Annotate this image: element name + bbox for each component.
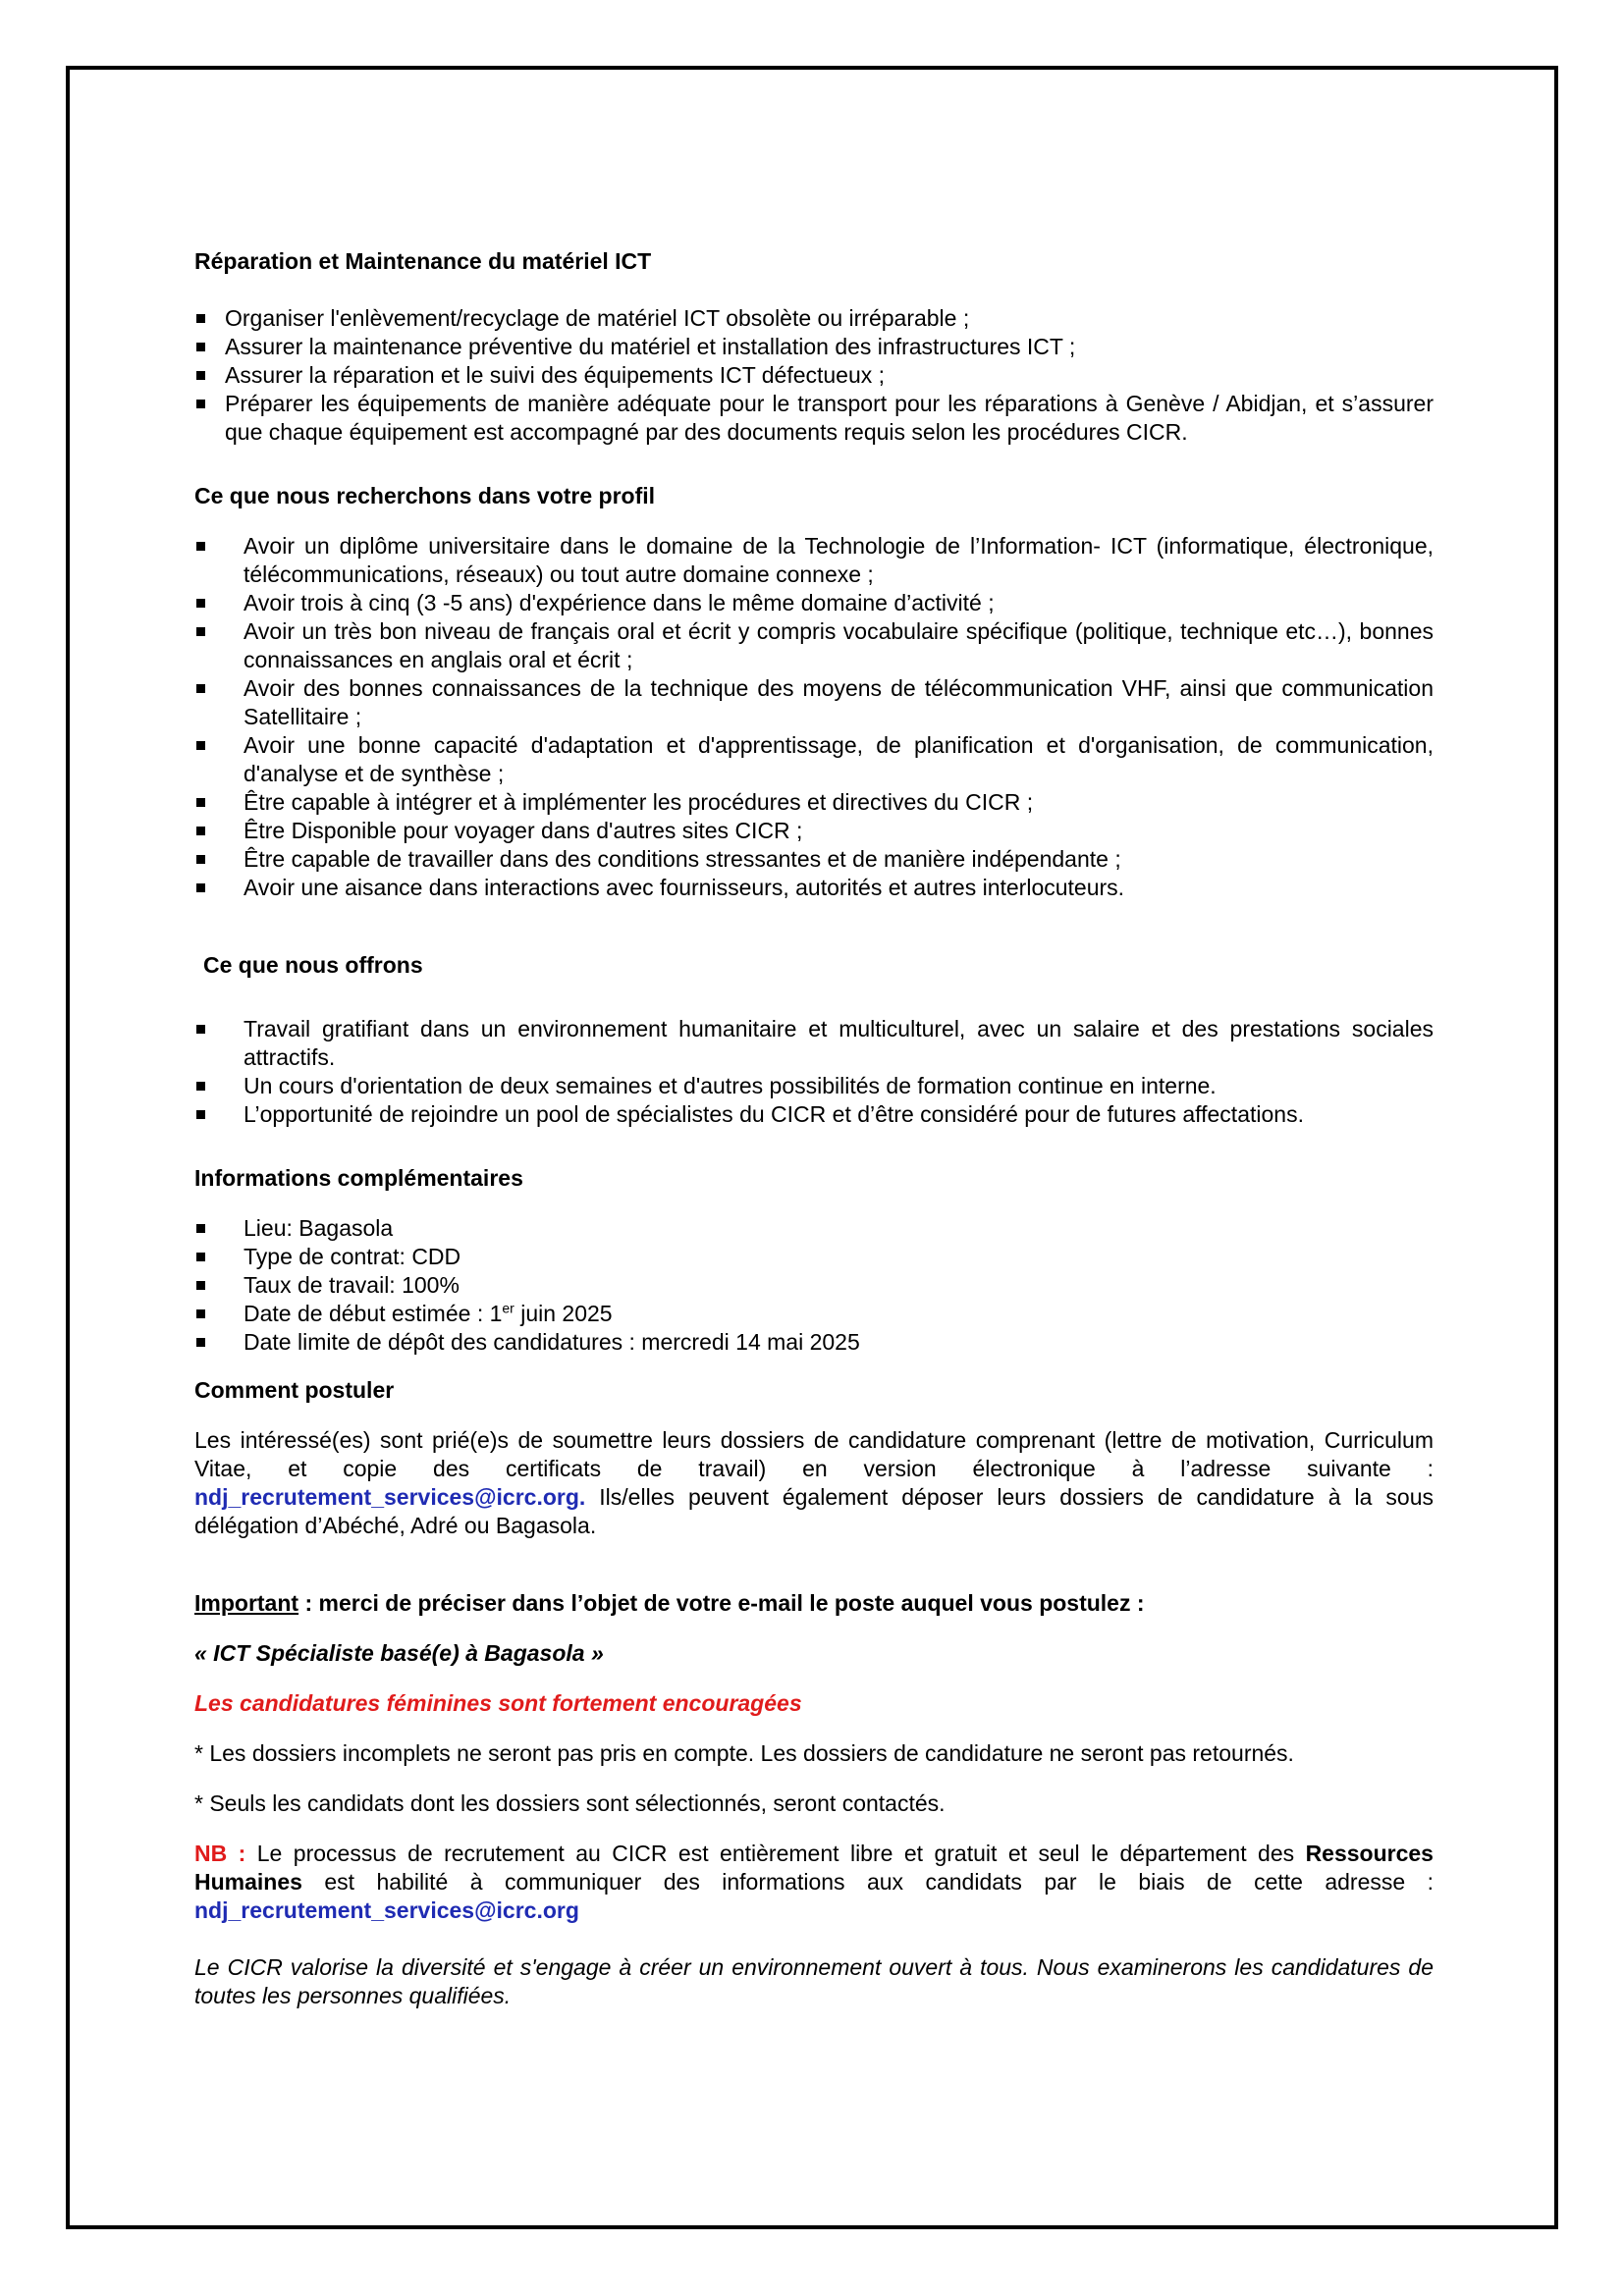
nb-paragraph: NB : Le processus de recrutement au CICR est entièrement libre et gratuit et seul le département des Ressources Humaines est habilité à communiquer des informations aux candidats par le biais de cette adresse : ndj_recrutement_services@icrc.org bbox=[194, 1841, 1434, 1923]
list-item: Assurer la maintenance préventive du matériel et installation des infrastructures ICT ; bbox=[194, 333, 1434, 361]
section-heading-apply: Comment postuler bbox=[194, 1377, 395, 1403]
repair-list bbox=[194, 304, 1434, 447]
section-heading-repair: Réparation et Maintenance du matériel ICT bbox=[194, 248, 652, 274]
bullet-icon bbox=[196, 1110, 205, 1119]
bullet-icon bbox=[196, 371, 205, 380]
list-item: Travail gratifiant dans un environnement humanitaire et multiculturel, avec un salaire et des prestations sociales attractifs. bbox=[194, 1015, 1434, 1072]
list-item: Lieu: Bagasola bbox=[194, 1214, 1434, 1243]
document-body bbox=[194, 247, 1434, 2010]
list-item: Avoir trois à cinq (3 -5 ans) d'expérience dans le même domaine d’activité ; bbox=[194, 589, 1434, 617]
bullet-icon bbox=[196, 343, 205, 351]
list-item: Taux de travail: 100% bbox=[194, 1271, 1434, 1300]
bullet-icon bbox=[196, 1253, 205, 1261]
bullet-icon bbox=[196, 1224, 205, 1233]
list-item-deadline: Date limite de dépôt des candidatures : mercredi 14 mai 2025 bbox=[194, 1328, 1434, 1357]
bullet-icon bbox=[196, 1025, 205, 1034]
bullet-icon bbox=[196, 1281, 205, 1290]
bullet-icon bbox=[196, 542, 205, 551]
list-item: Type de contrat: CDD bbox=[194, 1243, 1434, 1271]
incomplete-files-note: * Les dossiers incomplets ne seront pas pris en compte. Les dossiers de candidature ne seront pas retournés. bbox=[194, 1740, 1294, 1766]
section-heading-offer: Ce que nous offrons bbox=[203, 952, 423, 978]
bullet-icon bbox=[196, 627, 205, 636]
apply-paragraph: Les intéressé(es) sont prié(e)s de soumettre leurs dossiers de candidature comprenant (lettre de motivation, Curriculum Vitae, et copie des certificats de travail) en version électronique à l’adresse suivante : ndj_recrutement_services@icrc.org. Ils/elles peuvent également déposer leurs dossiers de candidature à la sous délégation d’Abéché, Adré ou Bagasola. bbox=[194, 1427, 1434, 1538]
section-heading-profile: Ce que nous recherchons dans votre profil bbox=[194, 483, 656, 508]
nb-email-link[interactable]: ndj_recrutement_services@icrc.org bbox=[194, 1897, 579, 1923]
bullet-icon bbox=[196, 883, 205, 892]
list-item: Avoir une aisance dans interactions avec fournisseurs, autorités et autres interlocuteurs. bbox=[194, 874, 1434, 902]
bullet-icon bbox=[196, 599, 205, 608]
list-item: Préparer les équipements de manière adéquate pour le transport pour les réparations à Genève / Abidjan, et s’assurer que chaque équipement est accompagné par des documents requis selon les procédures CICR. bbox=[194, 390, 1434, 447]
list-item: Un cours d'orientation de deux semaines et d'autres possibilités de formation continue en interne. bbox=[194, 1072, 1434, 1100]
list-item: Organiser l'enlèvement/recyclage de matériel ICT obsolète ou irréparable ; bbox=[194, 304, 1434, 333]
bullet-icon bbox=[196, 1309, 205, 1318]
profile-list bbox=[194, 532, 1434, 902]
selected-candidates-note: * Seuls les candidats dont les dossiers sont sélectionnés, seront contactés. bbox=[194, 1790, 946, 1816]
bullet-icon bbox=[196, 798, 205, 807]
bullet-icon bbox=[196, 400, 205, 408]
diversity-statement: Le CICR valorise la diversité et s'engage à créer un environnement ouvert à tous. Nous examinerons les candidatures de toutes les personnes qualifiées. bbox=[194, 1954, 1434, 2008]
bullet-icon bbox=[196, 684, 205, 693]
important-note: Important : merci de préciser dans l’objet de votre e-mail le poste auquel vous postulez : bbox=[194, 1590, 1145, 1616]
women-encouraged-note: Les candidatures féminines sont fortement encouragées bbox=[194, 1690, 802, 1716]
list-item: Avoir un très bon niveau de français oral et écrit y compris vocabulaire spécifique (politique, technique etc…), bonnes connaissances en anglais oral et écrit ; bbox=[194, 617, 1434, 674]
list-item-start-date: Date de début estimée : 1er juin 2025 bbox=[194, 1300, 1434, 1328]
offer-list bbox=[194, 1015, 1434, 1129]
bullet-icon bbox=[196, 1338, 205, 1347]
list-item: Avoir des bonnes connaissances de la technique des moyens de télécommunication VHF, ainsi que communication Satellitaire ; bbox=[194, 674, 1434, 731]
job-title: « ICT Spécialiste basé(e) à Bagasola » bbox=[194, 1640, 604, 1666]
info-list bbox=[194, 1214, 1434, 1357]
bullet-icon bbox=[196, 314, 205, 323]
section-heading-info: Informations complémentaires bbox=[194, 1165, 523, 1191]
list-item: Être Disponible pour voyager dans d'autres sites CICR ; bbox=[194, 817, 1434, 845]
list-item: Avoir un diplôme universitaire dans le domaine de la Technologie de l’Information- ICT (informatique, électronique, télécommunications, réseaux) ou tout autre domaine connexe ; bbox=[194, 532, 1434, 589]
bullet-icon bbox=[196, 855, 205, 864]
list-item: Être capable à intégrer et à implémenter les procédures et directives du CICR ; bbox=[194, 788, 1434, 817]
bullet-icon bbox=[196, 1082, 205, 1091]
apply-email-link[interactable]: ndj_recrutement_services@icrc.org. bbox=[194, 1484, 586, 1510]
list-item: Être capable de travailler dans des conditions stressantes et de manière indépendante ; bbox=[194, 845, 1434, 874]
list-item: Assurer la réparation et le suivi des équipements ICT défectueux ; bbox=[194, 361, 1434, 390]
bullet-icon bbox=[196, 741, 205, 750]
list-item: Avoir une bonne capacité d'adaptation et d'apprentissage, de planification et d'organisation, de communication, d'analyse et de synthèse ; bbox=[194, 731, 1434, 788]
list-item: L’opportunité de rejoindre un pool de spécialistes du CICR et d’être considéré pour de futures affectations. bbox=[194, 1100, 1434, 1129]
bullet-icon bbox=[196, 827, 205, 835]
